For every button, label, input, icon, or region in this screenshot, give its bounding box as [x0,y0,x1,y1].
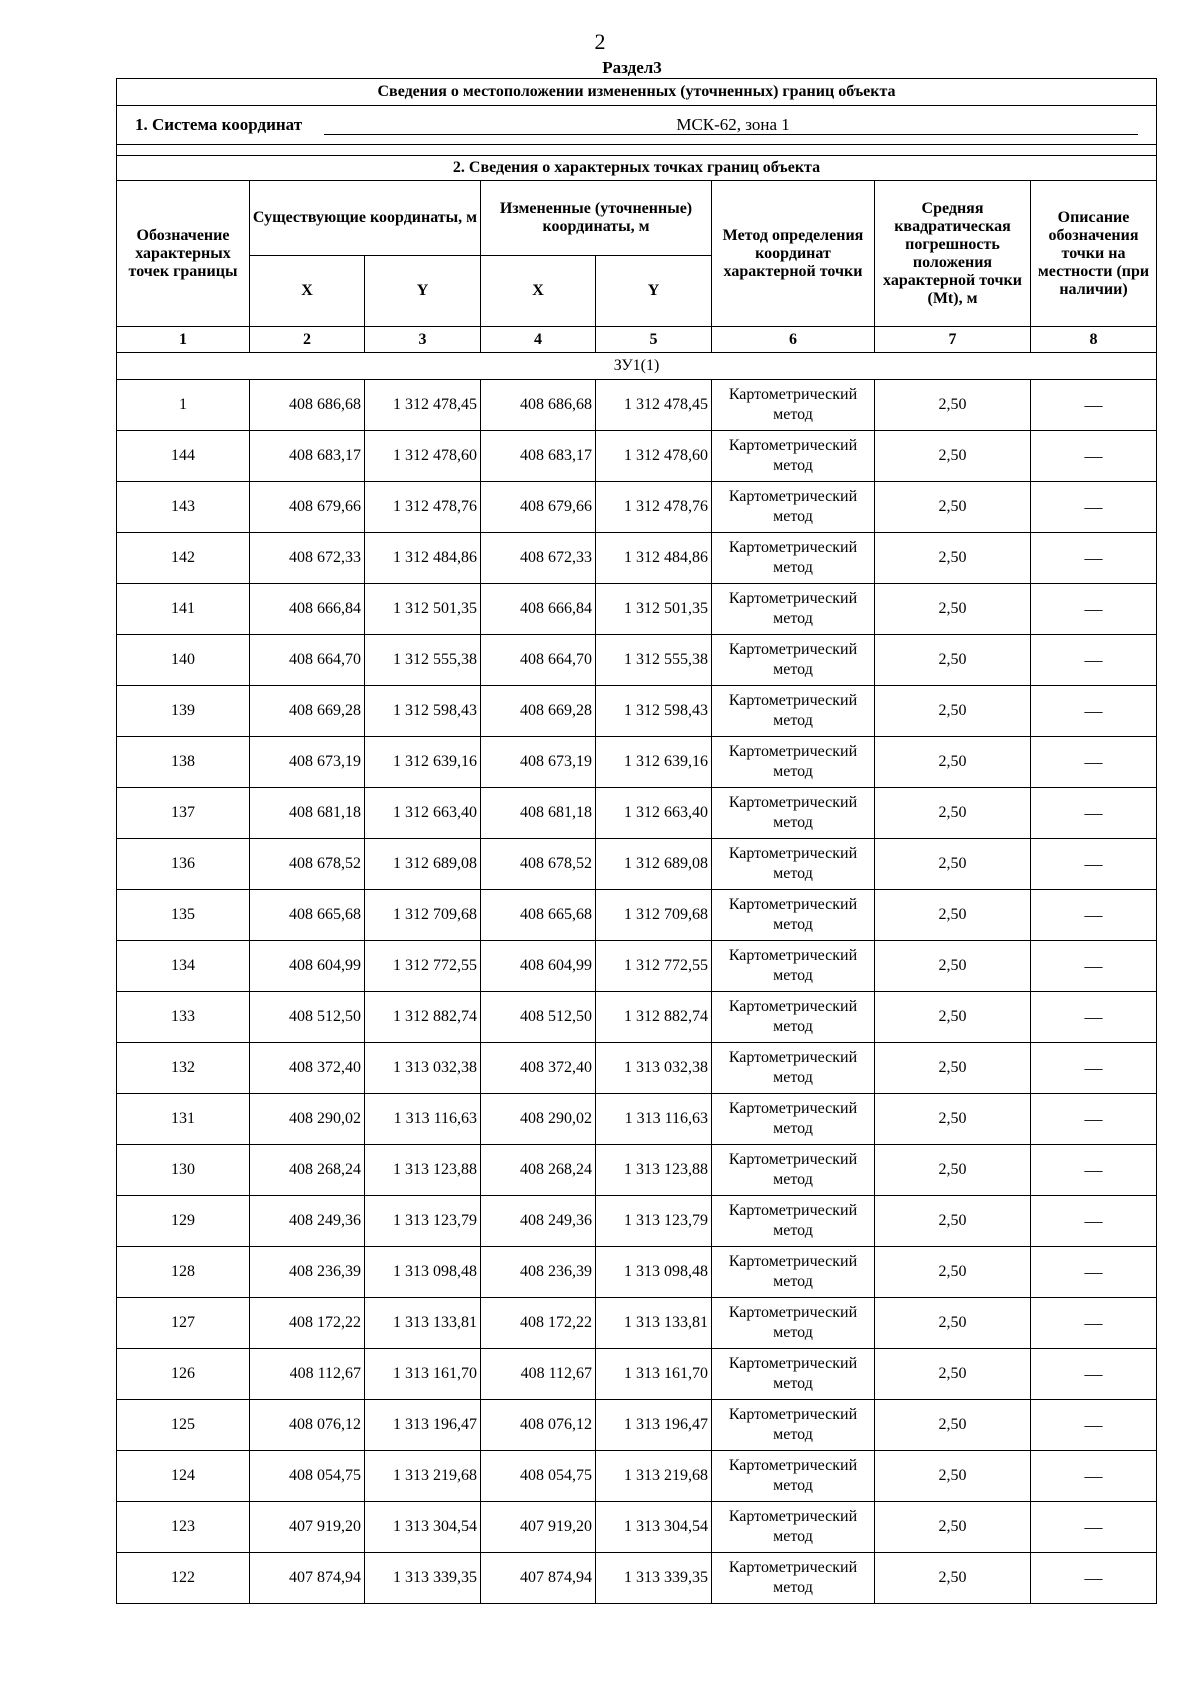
boundary-points-table [116,78,1157,1604]
cell-method: Картометрический метод [712,1400,875,1451]
column-number: 2 [250,327,365,353]
cell-y-existing: 1 312 484,86 [365,533,481,584]
cell-y-existing: 1 313 123,79 [365,1196,481,1247]
column-number: 5 [596,327,712,353]
header-x-changed: X [481,256,596,327]
cell-error: 2,50 [875,1553,1031,1604]
table-row [117,1502,1157,1553]
cell-description: — [1031,1451,1157,1502]
header-existing-coordinates: Существующие координаты, м [250,181,481,256]
cell-x-changed: 408 236,39 [481,1247,596,1298]
cell-description: — [1031,1247,1157,1298]
cell-method: Картометрический метод [712,431,875,482]
table-row [117,1145,1157,1196]
cell-method: Картометрический метод [712,839,875,890]
cell-y-existing: 1 313 304,54 [365,1502,481,1553]
coordinate-system-value: МСК-62, зона 1 [324,116,1138,135]
table-row [117,686,1157,737]
table-title: Сведения о местоположении измененных (уточненных) границ объекта [117,79,1157,106]
cell-x-changed: 408 678,52 [481,839,596,890]
cell-y-existing: 1 312 478,45 [365,380,481,431]
table-row [117,788,1157,839]
cell-point: 124 [117,1451,250,1502]
cell-x-changed: 408 290,02 [481,1094,596,1145]
cell-x-changed: 407 874,94 [481,1553,596,1604]
cell-y-changed: 1 313 196,47 [596,1400,712,1451]
cell-error: 2,50 [875,992,1031,1043]
cell-y-changed: 1 312 709,68 [596,890,712,941]
header-changed-coordinates: Измененные (уточненные) координаты, м [481,181,712,256]
cell-error: 2,50 [875,788,1031,839]
cell-x-existing: 408 512,50 [250,992,365,1043]
cell-point: 125 [117,1400,250,1451]
cell-method: Картометрический метод [712,941,875,992]
cell-x-existing: 408 686,68 [250,380,365,431]
cell-description: — [1031,941,1157,992]
cell-x-changed: 408 076,12 [481,1400,596,1451]
cell-x-existing: 408 665,68 [250,890,365,941]
cell-y-changed: 1 312 478,60 [596,431,712,482]
cell-x-changed: 408 112,67 [481,1349,596,1400]
cell-y-changed: 1 312 598,43 [596,686,712,737]
cell-error: 2,50 [875,635,1031,686]
cell-y-existing: 1 313 133,81 [365,1298,481,1349]
cell-error: 2,50 [875,482,1031,533]
header-method: Метод определения координат характерной точки [712,181,875,327]
table-body [117,79,1157,1604]
cell-error: 2,50 [875,1043,1031,1094]
cell-point: 144 [117,431,250,482]
cell-description: — [1031,686,1157,737]
cell-y-changed: 1 313 161,70 [596,1349,712,1400]
cell-method: Картометрический метод [712,1043,875,1094]
cell-x-existing: 408 604,99 [250,941,365,992]
cell-error: 2,50 [875,533,1031,584]
cell-point: 137 [117,788,250,839]
cell-point: 122 [117,1553,250,1604]
cell-method: Картометрический метод [712,1349,875,1400]
table-row [117,1553,1157,1604]
table-row [117,737,1157,788]
cell-description: — [1031,1094,1157,1145]
table-row [117,992,1157,1043]
cell-x-existing: 408 236,39 [250,1247,365,1298]
cell-method: Картометрический метод [712,992,875,1043]
cell-y-existing: 1 312 709,68 [365,890,481,941]
cell-x-changed: 407 919,20 [481,1502,596,1553]
cell-point: 131 [117,1094,250,1145]
cell-x-changed: 408 054,75 [481,1451,596,1502]
cell-x-existing: 408 054,75 [250,1451,365,1502]
header-x-existing: X [250,256,365,327]
cell-method: Картометрический метод [712,1145,875,1196]
cell-y-existing: 1 313 161,70 [365,1349,481,1400]
table-row [117,635,1157,686]
column-number: 1 [117,327,250,353]
cell-x-existing: 408 076,12 [250,1400,365,1451]
cell-description: — [1031,1553,1157,1604]
column-number: 6 [712,327,875,353]
cell-y-existing: 1 313 196,47 [365,1400,481,1451]
cell-description: — [1031,1145,1157,1196]
cell-x-changed: 408 268,24 [481,1145,596,1196]
cell-error: 2,50 [875,1145,1031,1196]
cell-x-changed: 408 372,40 [481,1043,596,1094]
table-row [117,584,1157,635]
table-row [117,890,1157,941]
cell-description: — [1031,1196,1157,1247]
cell-x-changed: 408 512,50 [481,992,596,1043]
cell-y-existing: 1 312 555,38 [365,635,481,686]
cell-method: Картометрический метод [712,1247,875,1298]
cell-y-changed: 1 312 555,38 [596,635,712,686]
cell-method: Картометрический метод [712,533,875,584]
column-number: 4 [481,327,596,353]
cell-error: 2,50 [875,941,1031,992]
cell-y-existing: 1 312 639,16 [365,737,481,788]
cell-method: Картометрический метод [712,635,875,686]
cell-y-changed: 1 312 882,74 [596,992,712,1043]
cell-point: 1 [117,380,250,431]
cell-error: 2,50 [875,1451,1031,1502]
cell-point: 132 [117,1043,250,1094]
cell-x-existing: 408 681,18 [250,788,365,839]
table-row [117,1247,1157,1298]
cell-y-changed: 1 312 484,86 [596,533,712,584]
cell-x-changed: 408 666,84 [481,584,596,635]
cell-method: Картометрический метод [712,1196,875,1247]
cell-y-existing: 1 312 882,74 [365,992,481,1043]
cell-method: Картометрический метод [712,1451,875,1502]
cell-description: — [1031,1298,1157,1349]
cell-error: 2,50 [875,431,1031,482]
section-title: Раздел3 [602,58,662,77]
cell-method: Картометрический метод [712,686,875,737]
cell-description: — [1031,431,1157,482]
cell-method: Картометрический метод [712,1502,875,1553]
cell-y-existing: 1 313 116,63 [365,1094,481,1145]
cell-y-changed: 1 312 639,16 [596,737,712,788]
table-row [117,839,1157,890]
cell-y-existing: 1 312 663,40 [365,788,481,839]
cell-y-changed: 1 312 772,55 [596,941,712,992]
page-number: 2 [594,29,606,54]
cell-description: — [1031,788,1157,839]
cell-x-existing: 408 664,70 [250,635,365,686]
header-point-designation: Обозначение характерных точек границы [117,181,250,327]
cell-y-changed: 1 313 304,54 [596,1502,712,1553]
cell-y-existing: 1 313 339,35 [365,1553,481,1604]
cell-error: 2,50 [875,380,1031,431]
cell-x-existing: 408 678,52 [250,839,365,890]
cell-y-changed: 1 313 123,88 [596,1145,712,1196]
cell-error: 2,50 [875,1502,1031,1553]
zone-label-row [117,353,1157,380]
cell-x-existing: 408 290,02 [250,1094,365,1145]
cell-point: 130 [117,1145,250,1196]
cell-description: — [1031,890,1157,941]
cell-point: 141 [117,584,250,635]
cell-y-existing: 1 312 478,76 [365,482,481,533]
cell-method: Картометрический метод [712,1553,875,1604]
cell-error: 2,50 [875,1094,1031,1145]
cell-y-existing: 1 313 098,48 [365,1247,481,1298]
cell-y-existing: 1 312 598,43 [365,686,481,737]
header-row-1 [117,181,1157,256]
cell-x-existing: 408 666,84 [250,584,365,635]
table-row [117,1400,1157,1451]
cell-error: 2,50 [875,1400,1031,1451]
subsection-title: 2. Сведения о характерных точках границ объекта [117,156,1157,181]
cell-method: Картометрический метод [712,1094,875,1145]
cell-point: 128 [117,1247,250,1298]
cell-y-existing: 1 312 478,60 [365,431,481,482]
cell-method: Картометрический метод [712,584,875,635]
cell-error: 2,50 [875,1247,1031,1298]
cell-description: — [1031,533,1157,584]
header-y-existing: Y [365,256,481,327]
cell-error: 2,50 [875,1298,1031,1349]
cell-x-changed: 408 672,33 [481,533,596,584]
cell-description: — [1031,737,1157,788]
table-row [117,1451,1157,1502]
coordinate-system-row [117,106,1157,145]
cell-x-existing: 408 112,67 [250,1349,365,1400]
cell-description: — [1031,992,1157,1043]
cell-point: 123 [117,1502,250,1553]
cell-error: 2,50 [875,1349,1031,1400]
table-row [117,431,1157,482]
column-number: 8 [1031,327,1157,353]
cell-x-changed: 408 669,28 [481,686,596,737]
cell-point: 142 [117,533,250,584]
cell-y-existing: 1 313 219,68 [365,1451,481,1502]
cell-point: 139 [117,686,250,737]
spacer-row [117,145,1157,156]
cell-description: — [1031,635,1157,686]
table-row [117,380,1157,431]
cell-x-existing: 408 683,17 [250,431,365,482]
cell-description: — [1031,839,1157,890]
cell-error: 2,50 [875,584,1031,635]
cell-x-changed: 408 249,36 [481,1196,596,1247]
column-numbers-row [117,327,1157,353]
cell-y-changed: 1 312 501,35 [596,584,712,635]
cell-method: Картометрический метод [712,890,875,941]
cell-point: 136 [117,839,250,890]
subsection-title-row [117,156,1157,181]
column-number: 3 [365,327,481,353]
cell-y-changed: 1 312 478,76 [596,482,712,533]
table-row [117,1298,1157,1349]
cell-x-changed: 408 686,68 [481,380,596,431]
header-y-changed: Y [596,256,712,327]
cell-error: 2,50 [875,890,1031,941]
cell-x-changed: 408 681,18 [481,788,596,839]
zone-label: ЗУ1(1) [117,353,1157,380]
cell-x-existing: 408 669,28 [250,686,365,737]
table-title-row [117,79,1157,106]
table-row [117,1196,1157,1247]
cell-x-existing: 408 672,33 [250,533,365,584]
cell-y-changed: 1 312 689,08 [596,839,712,890]
cell-y-changed: 1 313 219,68 [596,1451,712,1502]
cell-y-changed: 1 312 663,40 [596,788,712,839]
cell-error: 2,50 [875,686,1031,737]
cell-x-existing: 407 919,20 [250,1502,365,1553]
cell-y-existing: 1 313 032,38 [365,1043,481,1094]
table-row [117,482,1157,533]
cell-description: — [1031,1349,1157,1400]
cell-method: Картометрический метод [712,737,875,788]
cell-error: 2,50 [875,839,1031,890]
cell-method: Картометрический метод [712,482,875,533]
cell-x-changed: 408 172,22 [481,1298,596,1349]
cell-x-changed: 408 665,68 [481,890,596,941]
cell-error: 2,50 [875,737,1031,788]
cell-y-existing: 1 312 772,55 [365,941,481,992]
cell-x-changed: 408 604,99 [481,941,596,992]
cell-y-existing: 1 312 689,08 [365,839,481,890]
cell-description: — [1031,584,1157,635]
cell-x-existing: 407 874,94 [250,1553,365,1604]
cell-x-existing: 408 372,40 [250,1043,365,1094]
cell-description: — [1031,482,1157,533]
cell-description: — [1031,1502,1157,1553]
cell-method: Картометрический метод [712,1298,875,1349]
cell-point: 126 [117,1349,250,1400]
cell-y-changed: 1 312 478,45 [596,380,712,431]
header-description: Описание обозначения точки на местности (при наличии) [1031,181,1157,327]
cell-x-existing: 408 673,19 [250,737,365,788]
cell-y-changed: 1 313 339,35 [596,1553,712,1604]
cell-point: 127 [117,1298,250,1349]
cell-description: — [1031,380,1157,431]
column-number: 7 [875,327,1031,353]
cell-point: 138 [117,737,250,788]
cell-x-existing: 408 172,22 [250,1298,365,1349]
cell-y-existing: 1 313 123,88 [365,1145,481,1196]
cell-point: 135 [117,890,250,941]
cell-y-changed: 1 313 123,79 [596,1196,712,1247]
cell-y-changed: 1 313 032,38 [596,1043,712,1094]
cell-point: 133 [117,992,250,1043]
cell-y-existing: 1 312 501,35 [365,584,481,635]
cell-description: — [1031,1400,1157,1451]
cell-description: — [1031,1043,1157,1094]
cell-point: 140 [117,635,250,686]
cell-method: Картометрический метод [712,788,875,839]
cell-point: 129 [117,1196,250,1247]
cell-x-changed: 408 683,17 [481,431,596,482]
cell-x-existing: 408 268,24 [250,1145,365,1196]
cell-x-existing: 408 679,66 [250,482,365,533]
table-row [117,1094,1157,1145]
cell-point: 143 [117,482,250,533]
cell-x-existing: 408 249,36 [250,1196,365,1247]
table-row [117,1349,1157,1400]
cell-method: Картометрический метод [712,380,875,431]
coordinate-system-label: 1. Система координат [134,114,303,134]
cell-y-changed: 1 313 098,48 [596,1247,712,1298]
cell-error: 2,50 [875,1196,1031,1247]
cell-x-changed: 408 673,19 [481,737,596,788]
cell-y-changed: 1 313 116,63 [596,1094,712,1145]
table-row [117,533,1157,584]
table-row [117,1043,1157,1094]
cell-y-changed: 1 313 133,81 [596,1298,712,1349]
cell-x-changed: 408 679,66 [481,482,596,533]
header-error: Средняя квадратическая погрешность положения характерной точки (Mt), м [875,181,1031,327]
cell-x-changed: 408 664,70 [481,635,596,686]
cell-point: 134 [117,941,250,992]
table-row [117,941,1157,992]
